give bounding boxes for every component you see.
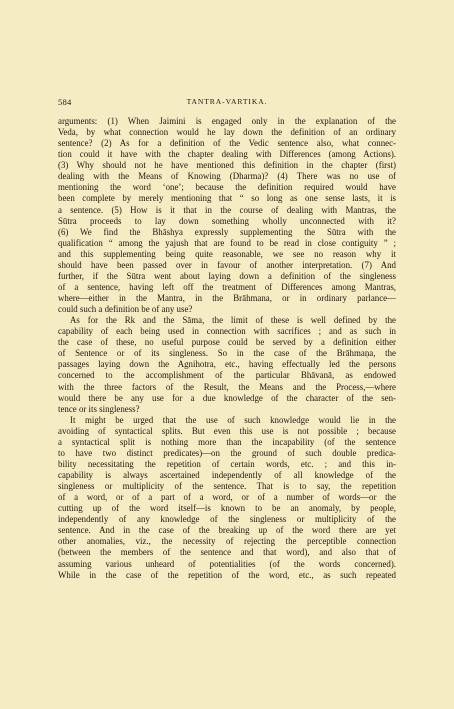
text-line: independently of any knowledge of the singleness or multiplicity of the (58, 514, 396, 525)
text-line: could such a definition be of any use? (58, 304, 193, 315)
text-line: capability of each being used in connection with sacrifices ; and as such in (58, 326, 396, 337)
text-line: singleness or multiplicity of the sentence. That is to say, the repetition (58, 481, 396, 492)
text-line: It might be urged that the use of such knowledge would lie in the (70, 414, 396, 425)
text-line: to have two distinct predicates)—on the ground of such double predica- (58, 447, 396, 458)
text-line: other anomalies, viz., the necessity of rejecting the perceptible connection (58, 536, 396, 547)
text-line: Veda, by what connection would he lay down the definition of an ordinary (58, 127, 396, 138)
text-line: passages laying down the Agnihotra, etc., having effectually led the persons (58, 359, 396, 370)
running-title: TANTRA-VARTIKA. (186, 97, 268, 106)
text-line: should have been passed over in favour of another interpretation. (7) And (58, 259, 396, 270)
text-line: qualification “ among the yajush that are found to be read in close contiguity ” ; (58, 237, 396, 248)
text-line: of Sentence or of its singleness. So in the case of the Brāhmaṇa, the (58, 348, 396, 359)
text-line: of a word, or of a part of a word, or of a number of words—or the (58, 492, 396, 503)
text-line: (3) Why should not he have mentioned this definition in the chapter (first) (58, 160, 396, 171)
text-line: would there be any use for a due knowledge of the character of the sen- (58, 392, 396, 403)
page-header (58, 97, 396, 109)
text-line: capability is always ascertained independently of all knowledge of the (58, 470, 396, 480)
text-line: concerned to the accomplishment of the particular Bhāvanā, as endowed (58, 370, 396, 381)
text-line: bility necessitating the repetition of certain words, etc. ; and this in- (58, 458, 396, 469)
text-line: of a sentence, having left off the treatment of Differences among Mantras, (58, 281, 396, 292)
text-line: Sūtra proceeds to lay down something wholly unconnected with it? (58, 215, 396, 226)
text-line: been complete by merely mentioning that “ so long as one sense lasts, it is (58, 193, 396, 204)
text-line: (between the members of the sentence and that word), and also that of (58, 547, 396, 558)
text-line: dealing with the Means of Knowing (Dharma)? (4) There was no use of (58, 171, 396, 182)
text-line: (6) We find the Bhāshya expressly supplementing the Sūtra with the (58, 226, 396, 237)
text-line: avoiding of syntactical splits. But even this use is not possible ; because (58, 425, 396, 436)
text-line: tion could it have with the chapter dealing with Differences (among Actions). (58, 149, 396, 160)
text-line: where—either in the Mantra, in the Brāhmana, or in ordinary parlance— (58, 293, 396, 303)
text-line: sentence. And in the case of the breaking up of the word there are yet (58, 525, 396, 536)
page-number: 584 (58, 97, 72, 107)
text-line: As for the Rk and the Sāma, the limit of these is well defined by the (70, 315, 396, 326)
text-line: a sentence. (5) How is it that in the course of dealing with Mantras, the (58, 204, 396, 215)
text-line: mentioning the word ‘one’; because the definition required would have (58, 182, 396, 193)
text-line: further, if the Sūtra went about laying down a definition of the singleness (58, 270, 396, 281)
text-line: assuming various unheard of potentialities (of the words concerned). (58, 558, 396, 569)
text-line: cutting up of the word itself—is known to be an anomaly, by people, (58, 503, 396, 514)
text-line: tence or its singleness? (58, 403, 140, 414)
text-line: arguments: (1) When Jaimini is engaged only in the explanation of the (58, 116, 396, 126)
text-line: and this supplementing being quite reasonable, we see no reason why it (58, 248, 396, 259)
body-text (58, 116, 396, 581)
text-line: While in the case of the repetition of the word, etc., as such repeated (58, 569, 396, 580)
text-line: the case of these, no useful purpose could be served by a definition either (58, 337, 396, 348)
text-line: sentence? (2) As for a definition of the Vedic sentence also, what connec- (58, 138, 396, 149)
text-line: a syntactical split is nothing more than the incapability (of the sentence (58, 436, 396, 447)
text-line: with the three factors of the Result, the Means and the Process,—where (58, 381, 396, 392)
